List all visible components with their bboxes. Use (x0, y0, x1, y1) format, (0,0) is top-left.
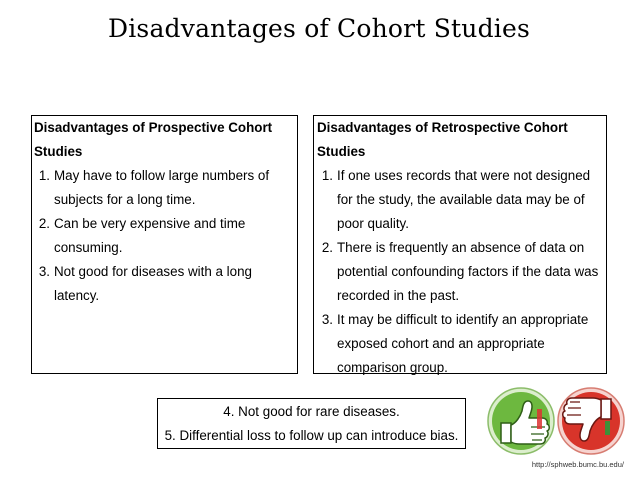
list-item (317, 164, 603, 236)
item-text (54, 212, 295, 260)
item-text (337, 164, 603, 236)
item-line: It may be difficult to identify an appropriate (337, 312, 589, 327)
item-number: 1. (321, 168, 333, 183)
item-number: 2. (38, 216, 50, 231)
common-item-4: 4. Not good for rare diseases. (223, 404, 400, 419)
item-line: recorded in the past. (337, 288, 460, 303)
prospective-heading-line1: Disadvantages of Prospective Cohort (34, 120, 273, 135)
retrospective-heading-line1: Disadvantages of Retrospective Cohort (317, 120, 568, 135)
item-line: There is frequently an absence of data on (337, 240, 585, 255)
thumbs-graphic (487, 379, 627, 461)
item-line: subjects for a long time. (54, 192, 196, 207)
item-text (54, 164, 295, 212)
retrospective-heading (317, 116, 603, 164)
item-line: Can be very expensive and time (54, 216, 246, 231)
prospective-list (34, 164, 295, 308)
list-item (34, 164, 295, 212)
list-item (34, 260, 295, 308)
item-text (54, 260, 295, 308)
retrospective-heading-line2: Studies (317, 144, 366, 159)
prospective-heading (34, 116, 295, 164)
item-line: exposed cohort and an appropriate (337, 336, 545, 351)
item-line: Not good for diseases with a long (54, 264, 253, 279)
thumbs-up-icon (488, 388, 554, 454)
item-text (337, 236, 603, 308)
source-url: http://sphweb.bumc.bu.edu/ (531, 460, 624, 469)
common-disadvantages-box (157, 398, 466, 449)
item-number: 1. (38, 168, 50, 183)
item-line: poor quality. (337, 216, 409, 231)
item-number: 2. (321, 240, 333, 255)
item-line: latency. (54, 288, 100, 303)
item-number: 3. (321, 312, 333, 327)
retrospective-disadvantages-box (313, 115, 607, 374)
common-item-5: 5. Differential loss to follow up can introduce bias. (164, 428, 459, 443)
item-line: potential confounding factors if the data was (337, 264, 599, 279)
list-item (317, 308, 603, 380)
prospective-heading-line2: Studies (34, 144, 83, 159)
prospective-disadvantages-box (31, 115, 298, 374)
item-line: May have to follow large numbers of (54, 168, 270, 183)
thumbs-icons (487, 379, 627, 466)
item-line: for the study, the available data may be of (337, 192, 585, 207)
item-text (337, 308, 603, 380)
list-item (34, 212, 295, 260)
item-line: If one uses records that were not designed (337, 168, 591, 183)
thumbs-down-icon (558, 388, 624, 454)
item-number: 3. (38, 264, 50, 279)
item-line: comparison group. (337, 360, 448, 375)
page-title: Disadvantages of Cohort Studies (107, 14, 531, 43)
list-item (317, 236, 603, 308)
item-line: consuming. (54, 240, 123, 255)
retrospective-list (317, 164, 603, 380)
